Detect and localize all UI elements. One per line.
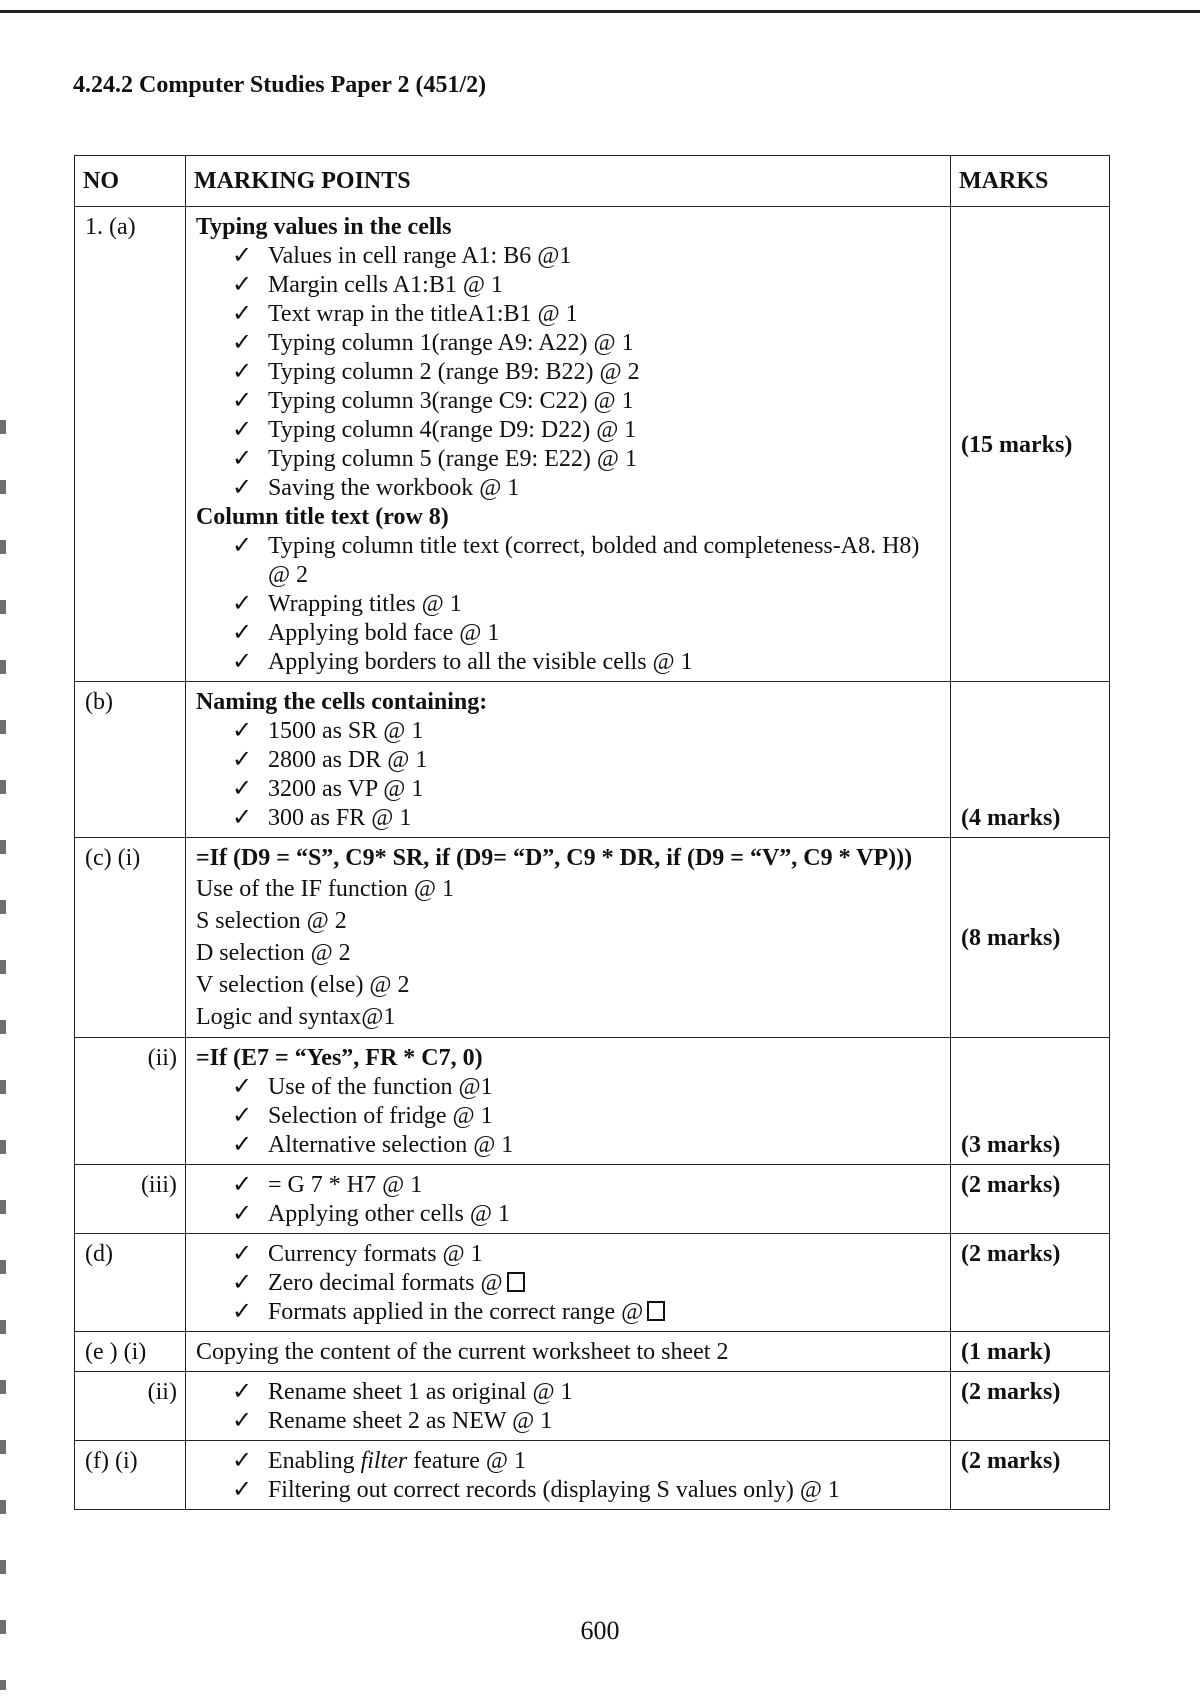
item-text: feature @ 1	[407, 1448, 526, 1474]
item-text: 1500 as SR @ 1	[267, 718, 424, 744]
list-item	[232, 329, 942, 358]
marking-points-cell	[185, 838, 950, 1038]
marking-points-cell	[185, 1441, 950, 1510]
column-header-marks: MARKS	[951, 156, 1110, 207]
table-row	[75, 682, 1110, 838]
marking-line: D selection @ 2	[195, 940, 351, 966]
list-item	[232, 1298, 942, 1327]
marking-points-cell	[185, 1038, 950, 1165]
check-icon: ✓	[231, 805, 253, 831]
check-icon: ✓	[231, 591, 253, 617]
list-item	[232, 1476, 942, 1505]
marks-cell: (2 marks)	[951, 1372, 1110, 1441]
question-number: 1. (a)	[75, 207, 186, 682]
marking-line: Copying the content of the current worksheet to sheet 2	[195, 1339, 729, 1365]
marks-cell: (1 mark)	[951, 1332, 1110, 1372]
list-item	[232, 775, 942, 804]
table-header-row	[75, 156, 1110, 207]
marking-points-cell	[185, 1332, 950, 1372]
list-item	[232, 242, 942, 271]
list-item	[232, 1073, 942, 1102]
check-icon: ✓	[231, 475, 253, 501]
marking-scheme-table	[74, 155, 1110, 1510]
item-emphasis: filter	[360, 1448, 408, 1474]
subsection-heading: Naming the cells containing:	[195, 689, 488, 715]
column-header-no: NO	[75, 156, 186, 207]
check-icon: ✓	[231, 649, 253, 675]
item-text: Typing column 2 (range B9: B22) @ 2	[267, 359, 640, 385]
item-text: Wrapping titles @ 1	[267, 591, 462, 617]
item-text: Selection of fridge @ 1	[267, 1103, 493, 1129]
check-icon: ✓	[231, 747, 253, 773]
item-text: Rename sheet 2 as NEW @ 1	[267, 1408, 553, 1434]
item-text: Typing column 5 (range E9: E22) @ 1	[267, 446, 637, 472]
marking-line: V selection (else) @ 2	[195, 972, 410, 998]
marks-cell: (2 marks)	[951, 1165, 1110, 1234]
marks-cell: (2 marks)	[951, 1234, 1110, 1332]
table-row	[75, 1234, 1110, 1332]
list-item	[232, 271, 942, 300]
question-number: (f) (i)	[75, 1441, 186, 1510]
check-icon: ✓	[231, 620, 253, 646]
list-item	[232, 1102, 942, 1131]
question-number: (b)	[75, 682, 186, 838]
table-row	[75, 1441, 1110, 1510]
check-icon: ✓	[231, 1448, 253, 1474]
item-text: Typing column 1(range A9: A22) @ 1	[267, 330, 634, 356]
item-text: 2800 as DR @ 1	[267, 747, 428, 773]
formula-text: =If (E7 = “Yes”, FR * C7, 0)	[195, 1045, 483, 1071]
tick-list	[196, 242, 942, 503]
check-icon: ✓	[231, 1379, 253, 1405]
marks-cell: (15 marks)	[951, 207, 1110, 682]
item-text: Rename sheet 1 as original @ 1	[267, 1379, 573, 1405]
check-icon: ✓	[231, 1241, 253, 1267]
list-item	[232, 619, 942, 648]
formula-text: =If (D9 = “S”, C9* SR, if (D9= “D”, C9 * DR, if (D9 = “V”, C9 * VP)))	[195, 845, 913, 871]
list-item	[232, 532, 942, 590]
tick-list	[196, 717, 942, 833]
marking-points-cell	[185, 682, 950, 838]
check-icon: ✓	[231, 301, 253, 327]
list-item	[232, 804, 942, 833]
marking-line: S selection @ 2	[195, 908, 347, 934]
item-text: Zero decimal formats @	[267, 1270, 503, 1296]
list-item	[232, 746, 942, 775]
marking-line: Logic and syntax@1	[195, 1004, 396, 1030]
check-icon: ✓	[231, 718, 253, 744]
list-item	[232, 1269, 942, 1298]
list-item	[232, 358, 942, 387]
column-header-marking-points: MARKING POINTS	[185, 156, 950, 207]
tick-list	[196, 532, 942, 677]
question-number: (iii)	[75, 1165, 186, 1234]
item-text: Enabling	[267, 1448, 361, 1474]
item-text: Saving the workbook @ 1	[267, 475, 520, 501]
item-text: Applying other cells @ 1	[267, 1201, 510, 1227]
marking-line: Use of the IF function @ 1	[195, 876, 454, 902]
question-number: (ii)	[75, 1038, 186, 1165]
marking-points-cell	[185, 207, 950, 682]
list-item	[232, 1378, 942, 1407]
marks-cell: (4 marks)	[951, 682, 1110, 838]
item-text: 300 as FR @ 1	[267, 805, 412, 831]
list-item	[232, 300, 942, 329]
check-icon: ✓	[231, 1299, 253, 1325]
marks-cell: (3 marks)	[951, 1038, 1110, 1165]
item-text: 3200 as VP @ 1	[267, 776, 424, 802]
tick-list	[196, 1378, 942, 1436]
item-text: Typing column 3(range C9: C22) @ 1	[267, 388, 634, 414]
marks-cell: (8 marks)	[951, 838, 1110, 1038]
question-number: (d)	[75, 1234, 186, 1332]
page-number: 600	[580, 1616, 620, 1645]
list-item	[232, 387, 942, 416]
check-icon: ✓	[231, 359, 253, 385]
tick-list	[196, 1171, 942, 1229]
tick-list	[196, 1073, 942, 1160]
item-text: Currency formats @ 1	[267, 1241, 483, 1267]
list-item	[232, 445, 942, 474]
table-row	[75, 207, 1110, 682]
list-item	[232, 474, 942, 503]
list-item	[232, 648, 942, 677]
question-number: (ii)	[75, 1372, 186, 1441]
check-icon: ✓	[231, 1477, 253, 1503]
marking-points-cell	[185, 1234, 950, 1332]
check-icon: ✓	[231, 1270, 253, 1296]
table-row	[75, 1165, 1110, 1234]
item-text: Use of the function @1	[267, 1074, 493, 1100]
check-icon: ✓	[231, 1172, 253, 1198]
list-item	[232, 1407, 942, 1436]
check-icon: ✓	[231, 1074, 253, 1100]
item-text: Typing column title text (correct, bolded and completeness-A8. H8) @ 2	[267, 533, 920, 588]
check-icon: ✓	[231, 533, 253, 559]
item-text: Applying bold face @ 1	[267, 620, 500, 646]
list-item	[232, 1447, 942, 1476]
table-row	[75, 1372, 1110, 1441]
item-text: Text wrap in the titleA1:B1 @ 1	[267, 301, 578, 327]
check-icon: ✓	[231, 1201, 253, 1227]
item-text: Alternative selection @ 1	[267, 1132, 514, 1158]
binding-edge-marks	[0, 420, 6, 1690]
table-row	[75, 1038, 1110, 1165]
list-item	[232, 590, 942, 619]
question-number: (e ) (i)	[75, 1332, 186, 1372]
question-number: (c) (i)	[75, 838, 186, 1038]
list-item	[232, 717, 942, 746]
check-icon: ✓	[231, 243, 253, 269]
item-text: Values in cell range A1: B6 @1	[267, 243, 572, 269]
item-text: Applying borders to all the visible cells @ 1	[267, 649, 693, 675]
check-icon: ✓	[231, 1103, 253, 1129]
subsection-heading: Column title text (row 8)	[195, 504, 449, 530]
top-rule	[0, 10, 1200, 13]
item-text: Margin cells A1:B1 @ 1	[267, 272, 503, 298]
check-icon: ✓	[231, 330, 253, 356]
marking-points-cell	[185, 1372, 950, 1441]
table-row	[75, 838, 1110, 1038]
marks-cell: (2 marks)	[951, 1441, 1110, 1510]
item-text: Formats applied in the correct range @	[267, 1299, 644, 1325]
check-icon: ✓	[231, 388, 253, 414]
section-title: 4.24.2 Computer Studies Paper 2 (451/2)	[73, 72, 487, 98]
check-icon: ✓	[231, 1132, 253, 1158]
check-icon: ✓	[231, 776, 253, 802]
item-text: Typing column 4(range D9: D22) @ 1	[267, 417, 637, 443]
tick-list	[196, 1447, 942, 1505]
list-item	[232, 416, 942, 445]
list-item	[232, 1131, 942, 1160]
check-icon: ✓	[231, 417, 253, 443]
empty-box-icon	[507, 1272, 525, 1292]
check-icon: ✓	[231, 446, 253, 472]
marking-points-cell	[185, 1165, 950, 1234]
table-row	[75, 1332, 1110, 1372]
list-item	[232, 1200, 942, 1229]
empty-box-icon	[647, 1301, 665, 1321]
subsection-heading: Typing values in the cells	[195, 214, 452, 240]
item-text: = G 7 * H7 @ 1	[267, 1172, 423, 1198]
list-item	[232, 1240, 942, 1269]
list-item	[232, 1171, 942, 1200]
check-icon: ✓	[231, 1408, 253, 1434]
tick-list	[196, 1240, 942, 1327]
item-text: Filtering out correct records (displaying S values only) @ 1	[267, 1477, 840, 1503]
check-icon: ✓	[231, 272, 253, 298]
